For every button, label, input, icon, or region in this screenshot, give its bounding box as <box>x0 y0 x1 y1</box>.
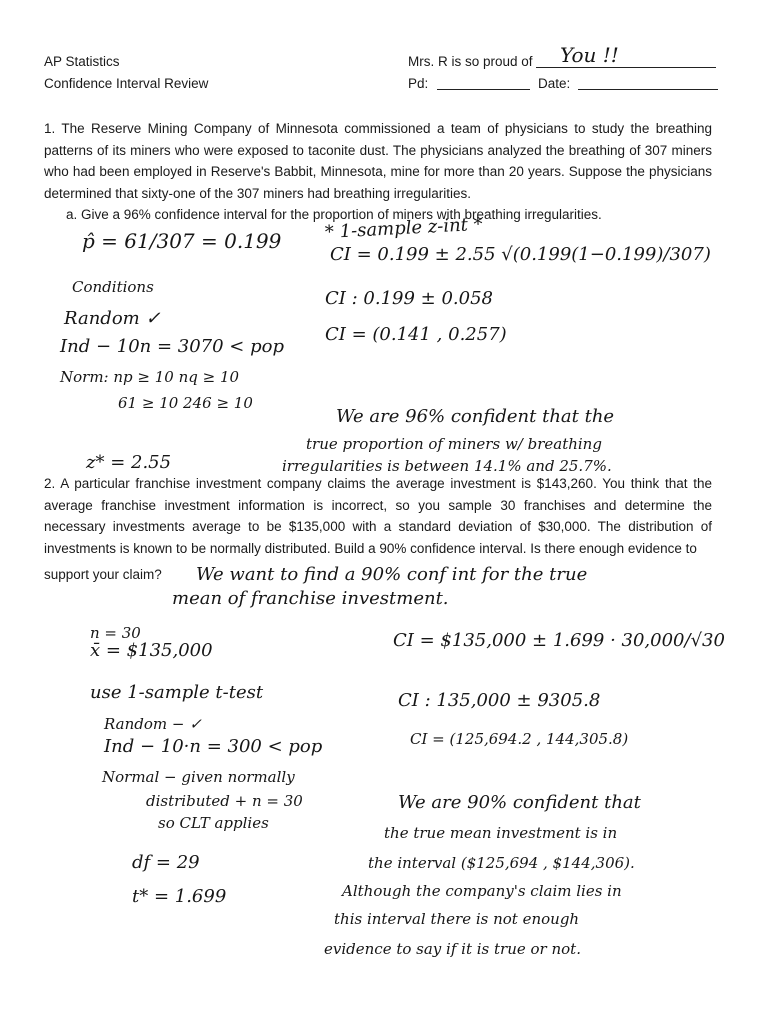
condition-normal-2-line1: Normal − given normally <box>102 768 295 786</box>
conclusion-1-line3: irregularities is between 14.1% and 25.7%. <box>282 457 612 475</box>
degrees-of-freedom: df = 29 <box>132 852 200 873</box>
name-line <box>536 67 716 68</box>
conclusion-2-line2: the true mean investment is in <box>384 824 618 842</box>
sample-size: n = 30 <box>90 624 141 642</box>
ci-margin-1: CI : 0.199 ± 0.058 <box>325 288 493 309</box>
ci-formula-1: CI = 0.199 ± 2.55 √(0.199(1−0.199)/307) <box>330 244 711 265</box>
conclusion-1-line2: true proportion of miners w/ breathing <box>306 435 602 453</box>
ci-margin-2: CI : 135,000 ± 9305.8 <box>398 690 601 711</box>
want-statement-line2: mean of franchise investment. <box>172 588 449 609</box>
condition-normal-2-line3: so CLT applies <box>158 814 269 832</box>
question-2-text-end: support your claim? <box>44 567 162 582</box>
course-name: AP Statistics <box>44 54 120 69</box>
sample-mean: x̄ = $135,000 <box>90 640 213 661</box>
conclusion-2-line1: We are 90% confident that <box>398 792 641 813</box>
z-star-value: z* = 2.55 <box>86 452 172 473</box>
condition-random-1: Random ✓ <box>64 308 161 329</box>
condition-independent-2: Ind − 10·n = 300 < pop <box>104 736 323 757</box>
question-2-text: 2. A particular franchise investment company claims the average investment is $143,260. You think that the average franchise investment information is incorrect, so you sample 30 franchises and determine the necessary investments average to be $135,000 with a standard deviation of $30,000. The distribution of investments is known to be normally distributed. Build a 90% confidence interval. Is there enough evidence to <box>44 476 712 556</box>
question-1-text: 1. The Reserve Mining Company of Minnesota commissioned a team of physicians to study the breathing patterns of its miners who were exposed to taconite dust. The physicians analyzed the breathing of 307 miners who had been employed in Reserve's Babbit, Minnesota, mine for more than 20 years. Suppose the physicians determined that sixty-one of the 307 miners had breathing irregularities. <box>44 121 712 201</box>
conclusion-2-line4: Although the company's claim lies in <box>342 882 622 900</box>
t-star-value: t* = 1.699 <box>132 886 227 907</box>
conclusion-2-line5: this interval there is not enough <box>334 910 580 928</box>
want-statement-line1: We want to find a 90% conf int for the true <box>196 564 588 585</box>
conclusion-2-line6: evidence to say if it is true or not. <box>324 940 581 958</box>
conclusion-1-line1: We are 96% confident that the <box>336 406 615 427</box>
conclusion-2-line3: the interval ($125,694 , $144,306). <box>368 854 635 872</box>
test-name-t-test: use 1-sample t-test <box>90 682 264 703</box>
ci-interval-1: CI = (0.141 , 0.257) <box>325 324 507 345</box>
teacher-answer-handwriting: You !! <box>560 43 619 67</box>
condition-normal-1: Norm: np ≥ 10 nq ≥ 10 <box>60 368 240 386</box>
ci-interval-2: CI = (125,694.2 , 144,305.8) <box>410 730 629 748</box>
ci-formula-2: CI = $135,000 ± 1.699 · 30,000/√30 <box>393 630 725 651</box>
teacher-label: Mrs. R is so proud of <box>408 54 533 69</box>
condition-normal-2-line2: distributed + n = 30 <box>146 792 303 810</box>
date-label: Date: <box>538 76 571 91</box>
phat-calc: p̂ = 61/307 = 0.199 <box>82 229 282 253</box>
period-line <box>437 89 530 90</box>
test-name-z-int: * 1-sample z-int * <box>324 213 484 243</box>
worksheet-title: Confidence Interval Review <box>44 76 209 91</box>
period-label: Pd: <box>408 76 429 91</box>
date-line <box>578 89 718 90</box>
condition-independent-1: Ind − 10n = 3070 < pop <box>60 336 284 357</box>
question-1a-text: a. Give a 96% confidence interval for the proportion of miners with breathing irregularities. <box>66 207 602 222</box>
condition-normal-values-1: 61 ≥ 10 246 ≥ 10 <box>118 394 253 412</box>
conditions-heading: Conditions <box>72 278 154 296</box>
condition-random-2: Random − ✓ <box>104 715 202 733</box>
